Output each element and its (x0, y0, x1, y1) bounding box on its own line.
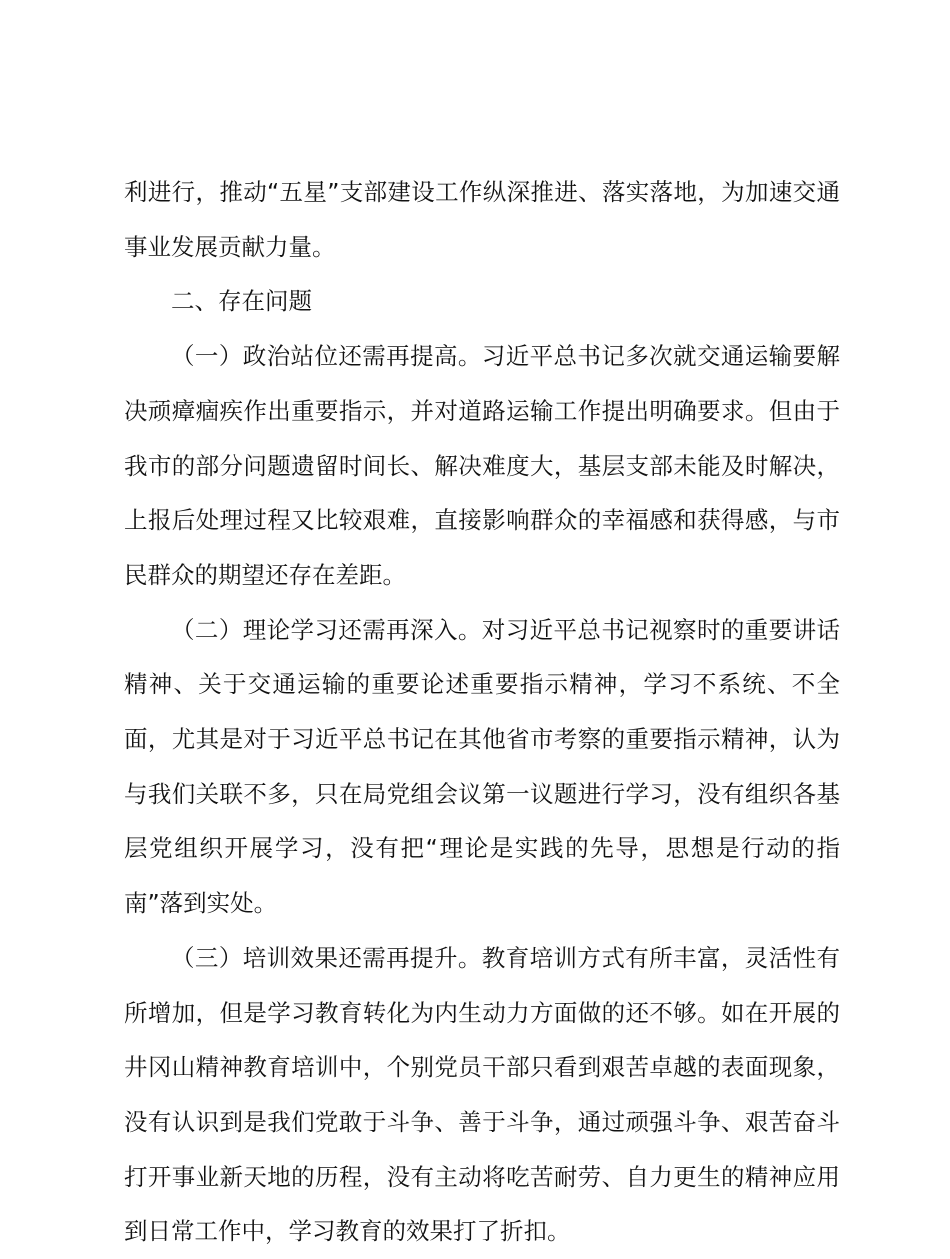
paragraph-training-effect: （三）培训效果还需再提升。教育培训方式有所丰富，灵活性有所增加，但是学习教育转化为内生动力方面做的还不够。如在开展的井冈山精神教育培训中，个别党员干部只看到艰苦卓越的表面现象，没有认识到是我们党敢于斗争、善于斗争，通过顽强斗争、艰苦奋斗打开事业新天地的历程，没有主动将吃苦耐劳、自力更生的精神应用到日常工作中，学习教育的效果打了折扣。 (124, 943, 840, 1246)
section-heading-problems: 二、存在问题 (171, 287, 312, 316)
paragraph-continuation: 利进行，推动“五星”支部建设工作纵深推进、落实落地，为加速交通事业发展贡献力量。 (124, 178, 840, 261)
paragraph-theory-study: （二）理论学习还需再深入。对习近平总书记视察时的重要讲话精神、关于交通运输的重要论述重要指示精神，学习不系统、不全面，尤其是对于习近平总书记在其他省市考察的重要指示精神，认为与我们关联不多，只在局党组会议第一议题进行学习，没有组织各基层党组织开展学习，没有把“理论是实践的先导，思想是行动的指南”落到实处。 (124, 615, 840, 918)
paragraph-political-stance: （一）政治站位还需再提高。习近平总书记多次就交通运输要解决顽瘴痼疾作出重要指示，并对道路运输工作提出明确要求。但由于我市的部分问题遗留时间长、解决难度大，基层支部未能及时解决，上报后处理过程又比较艰难，直接影响群众的幸福感和获得感，与市民群众的期望还存在差距。 (124, 342, 840, 589)
document-body (124, 165, 840, 1259)
